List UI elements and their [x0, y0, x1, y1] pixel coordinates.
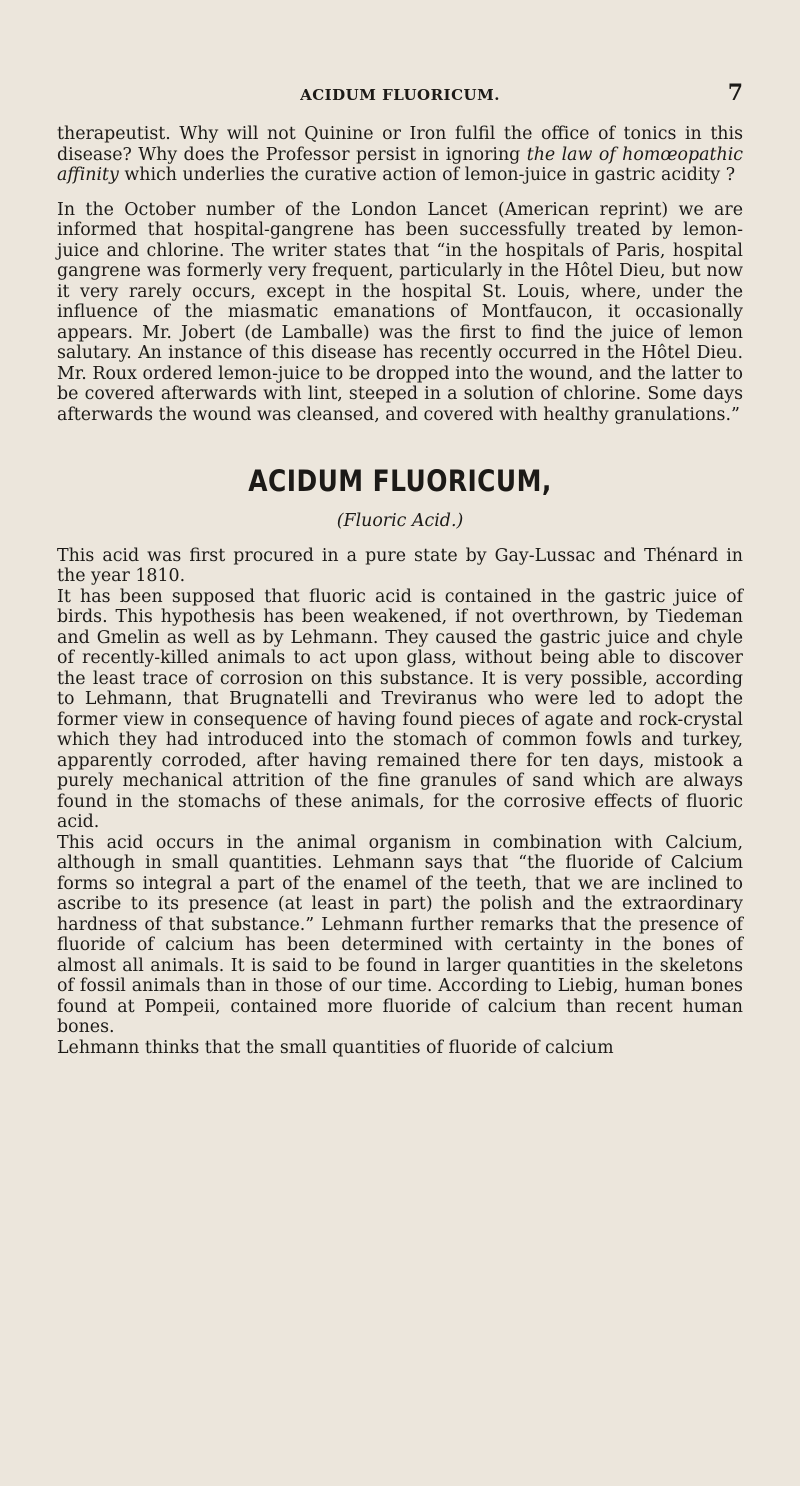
page-number: 7: [727, 80, 743, 106]
paragraph-text: which underlies the curative action of lemon-juice in gastric acidity ?: [118, 165, 736, 185]
paragraph-lancet: In the October number of the London Lancet (American reprint) we are informed that hospital-gangrene has been successfully treated by lemon-juice and chlorine. The writer states that “in the hospitals of Paris, hospital gangrene was formerly very frequent, particularly in the Hôtel Dieu, but now it very rarely occurs, except in the hospital St. Louis, where, under the influence of the miasmatic emanations of Montfaucon, it occasionally appears. Mr. Jobert (de Lamballe) was the first to find the juice of lemon salutary. An instance of this disease has recently occurred in the Hôtel Dieu. Mr. Roux ordered lemon-juice to be dropped into the wound, and the latter to be covered afterwards with lint, steeped in a solution of chlorine. Some days afterwards the wound was cleansed, and covered with healthy granulations.”: [57, 199, 743, 425]
paragraph-gastric-juice: It has been supposed that fluoric acid is contained in the gastric juice of birds. This hypothesis has been weakened, if not overthrown, by Tiedeman and Gmelin as well as by Lehmann. They caused the gastric juice and chyle of recently-killed animals to act upon glass, without being able to discover the least trace of corrosion on this substance. It is very possible, according to Lehmann, that Brugnatelli and Treviranus who were led to adopt the former view in consequence of having found pieces of agate and rock-crystal which they had introduced into the stomach of common fowls and turkey, apparently corroded, after having remained there for ten days, mistook a purely mechanical attrition of the fine granules of sand which are always found in the stomachs of these animals, for the corrosive effects of fluoric acid.: [57, 586, 743, 832]
paragraph-therapeutist: [57, 124, 743, 186]
section-subtitle-text: (Fluoric Acid.): [336, 511, 464, 531]
paragraph-calcium: This acid occurs in the animal organism in combination with Calcium, although in small quantities. Lehmann says that “the fluoride of Calcium forms so integral a part of the enamel of the teeth, that we are inclined to ascribe to its presence (at least in part) the polish and the extraordinary hardness of that substance.” Lehmann further remarks that the presence of fluoride of calcium has been determined with certainty in the bones of almost all animals. It is said to be found in larger quantities in the skeletons of fossil animals than in those of our time. According to Liebig, human bones found at Pompeii, contained more fluoride of calcium than recent human bones.: [57, 832, 743, 1037]
section-subtitle: [57, 511, 743, 532]
paragraph-discovery: This acid was first procured in a pure state by Gay-Lussac and Thénard in the year 1810.: [57, 545, 743, 586]
paragraph-text: therapeutist. Why will not Quinine or Iron fulfil the office of tonics in this disease? Why does the Professor persist in ignoring: [57, 124, 743, 165]
italic-phrase: the law of homœopathic affinity: [57, 144, 744, 185]
section-title: ACIDUM FLUORICUM,: [248, 464, 552, 498]
running-head: ACIDUM FLUORICUM.: [300, 86, 500, 104]
body-text: [57, 124, 743, 1058]
paragraph-lehmann: Lehmann thinks that the small quantities of fluoride of calcium: [57, 1037, 614, 1058]
